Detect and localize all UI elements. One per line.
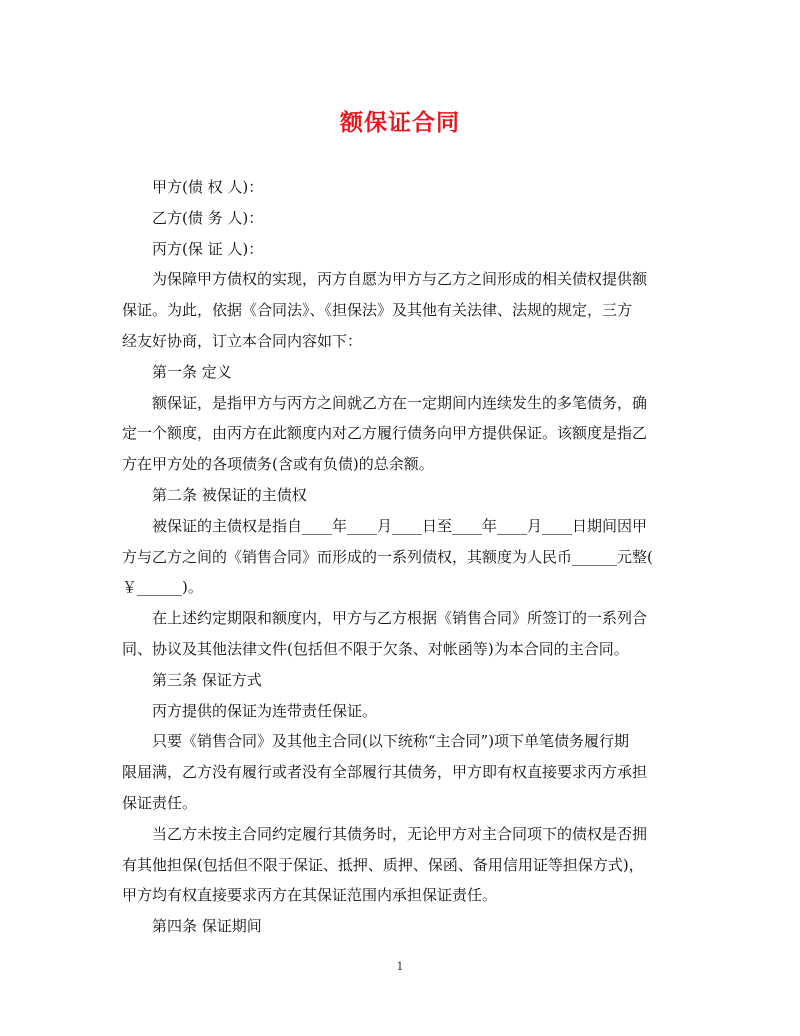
text-line: 方与乙方之间的《销售合同》而形成的一系列债权，其额度为人民币______元整(: [122, 547, 653, 566]
text-line: 丙方(保 证 人)：: [152, 239, 264, 258]
text-line: 限届满，乙方没有履行或者没有全部履行其债务，甲方即有权直接要求丙方承担: [122, 763, 648, 782]
text-line: ￥______)。: [122, 578, 203, 597]
text-line: 保证责任。: [122, 793, 198, 812]
text-line: 甲方均有权直接要求丙方在其保证范围内承担保证责任。: [122, 886, 498, 905]
text-line: 在上述约定期限和额度内，甲方与乙方根据《销售合同》所签订的一系列合: [152, 609, 648, 628]
text-line: 同、协议及其他法律文件(包括但不限于欠条、对帐函等)为本合同的主合同。: [122, 639, 629, 658]
text-line: 只要《销售合同》及其他主合同(以下统称“主合同”)项下单笔债务履行期: [152, 732, 630, 751]
text-line: 额保证，是指甲方与丙方之间就乙方在一定期间内连续发生的多笔债务，确: [152, 393, 648, 412]
text-line: 丙方提供的保证为连带责任保证。: [152, 701, 378, 720]
document-body: [122, 172, 680, 942]
text-line: 定一个额度，由丙方在此额度内对乙方履行债务向甲方提供保证。该额度是指乙: [122, 424, 648, 443]
page-number: 1: [396, 960, 404, 973]
text-line: 经友好协商，订立本合同内容如下：: [122, 331, 363, 350]
text-line: 第四条 保证期间: [152, 917, 262, 936]
text-line: 被保证的主债权是指自____年____月____日至____年____月____日期间因甲: [152, 516, 648, 535]
text-line: 甲方(债 权 人)：: [152, 178, 264, 196]
text-line: 乙方(债 务 人)：: [152, 208, 264, 227]
text-line: 第三条 保证方式: [152, 670, 262, 689]
text-line: 保证。为此，依据《合同法》、《担保法》及其他有关法律、法规的规定，三方: [122, 301, 633, 320]
text-line: 当乙方未按主合同约定履行其债务时，无论甲方对主合同项下的债权是否拥: [152, 824, 648, 843]
text-line: 为保障甲方债权的实现，丙方自愿为甲方与乙方之间形成的相关债权提供额: [152, 270, 648, 289]
document-title: 额保证合同: [340, 109, 460, 136]
text-line: 有其他担保(包括但不限于保证、抵押、质押、保函、备用信用证等担保方式)，: [122, 855, 644, 874]
text-line: 方在甲方处的各项债务(含或有负债)的总余额。: [122, 455, 434, 474]
text-line: 第一条 定义: [152, 362, 232, 381]
text-line: 第二条 被保证的主债权: [152, 485, 307, 504]
